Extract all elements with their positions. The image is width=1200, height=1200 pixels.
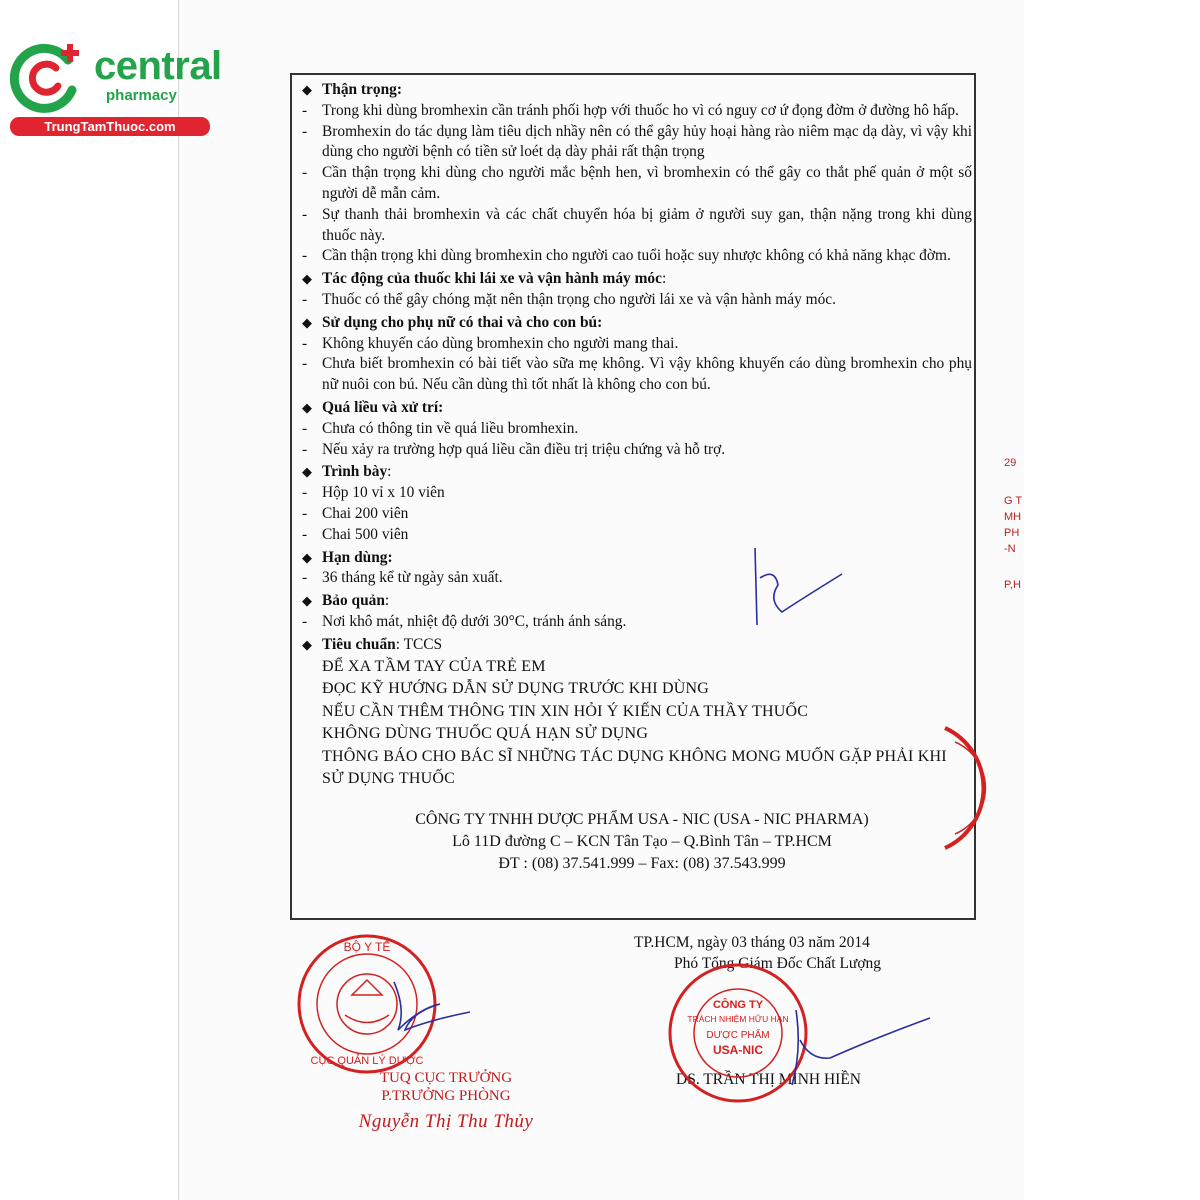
section-item-text: Thuốc có thể gây chóng mặt nên thận trọng cho người lái xe và vận hành máy móc. [322, 290, 836, 308]
section-item-text: Trong khi dùng bromhexin cần tránh phối hợp với thuốc ho vì có nguy cơ ứ đọng đờm ở đường hô hấp. [322, 101, 959, 119]
approval-role: Phó Tổng Giám Đốc Chất Lượng [674, 955, 882, 972]
section-item-text: Sự thanh thải bromhexin và các chất chuyển hóa bị giảm ở người suy gan, thận nặng trong khi dùng thuốc này. [322, 205, 972, 244]
director-signature-icon [792, 1010, 930, 1085]
approval-date: TP.HCM, ngày 03 tháng 03 năm 2014 [634, 934, 870, 951]
dash-bullet-icon: - [302, 164, 308, 182]
warning-line: NẾU CẦN THÊM THÔNG TIN XIN HỎI Ý KIẾN CỦA THẦY THUỐC [322, 702, 809, 720]
section-item-text: Chưa có thông tin về quá liều bromhexin. [322, 419, 579, 437]
section-item-text: Hộp 10 vỉ x 10 viên [322, 484, 445, 502]
section-item-text: Không khuyến cáo dùng bromhexin cho người mang thai. [322, 334, 679, 352]
dash-bullet-icon: - [302, 569, 308, 587]
section-title-text: Quá liều và xử trí: [322, 398, 444, 416]
bullet-diamond-icon: ◆ [302, 399, 312, 415]
svg-text:BỘ Y TẾ: BỘ Y TẾ [343, 940, 391, 954]
section-item-text: Nơi khô mát, nhiệt độ dưới 30°C, tránh ánh sáng. [322, 612, 627, 630]
section-item-text: 36 tháng kể từ ngày sản xuất. [322, 569, 503, 587]
section-title-text: Hạn dùng: [322, 548, 393, 566]
edge-mark: PH [1004, 527, 1020, 539]
dash-bullet-icon: - [302, 205, 308, 223]
dash-bullet-icon: - [302, 419, 308, 437]
edge-mark: -N [1004, 543, 1016, 555]
section-item-text: Cần thận trọng khi dùng cho người mắc bệnh hen, vì bromhexin có thể gây co thắt phế quản ở một số người dễ mẫn cảm. [322, 164, 972, 202]
company-phone: ĐT : (08) 37.541.999 – Fax: (08) 37.543.999 [498, 854, 786, 872]
bullet-diamond-icon: ◆ [302, 549, 312, 565]
ministry-stamp-icon [299, 936, 435, 1072]
company-stamp-text-1: CÔNG TY [712, 999, 764, 1011]
edge-stamp-icon [945, 728, 985, 848]
initial-signature-icon [755, 548, 842, 625]
bullet-diamond-icon: ◆ [302, 314, 312, 330]
dash-bullet-icon: - [302, 440, 308, 458]
company-stamp-text-3: DƯỢC PHẨM [706, 1030, 770, 1041]
edge-mark: MH [1004, 511, 1022, 523]
section-title-text: Sử dụng cho phụ nữ có thai và cho con bú: [322, 313, 603, 331]
company-name: CÔNG TY TNHH DƯỢC PHẨM USA - NIC (USA - NIC PHARMA) [415, 810, 869, 828]
dash-bullet-icon: - [302, 525, 308, 543]
dash-bullet-icon: - [302, 290, 308, 308]
warning-line: KHÔNG DÙNG THUỐC QUÁ HẠN SỬ DỤNG [322, 725, 649, 743]
section-item-text: Bromhexin do tác dụng làm tiêu dịch nhầy nên có thể gây hủy hoại hàng rào niêm mạc dạ dày, vì vậy khi dùng cho người bệnh có tiền sử loét dạ dày phải rất thận trọng [322, 122, 972, 161]
edge-mark: P,H [1004, 579, 1021, 591]
logo-brand-text: central [94, 44, 222, 88]
section-title-text: Bảo quản [322, 592, 385, 610]
section-item-text: Nếu xảy ra trường hợp quá liều cần điều trị triệu chứng và hỗ trợ. [322, 440, 726, 458]
dash-bullet-icon: - [302, 101, 308, 119]
section-title-text: Tác động của thuốc khi lái xe và vận hành máy móc [322, 270, 662, 288]
dash-bullet-icon: - [302, 355, 308, 373]
bullet-diamond-icon: ◆ [302, 593, 312, 609]
bullet-diamond-icon: ◆ [302, 82, 312, 97]
section-title-suffix: : [384, 592, 390, 610]
company-stamp-text-2: TRÁCH NHIỆM HỮU HẠN [687, 1014, 789, 1024]
section-title-text: Tiêu chuẩn [322, 635, 396, 653]
warning-line: ĐỌC KỸ HƯỚNG DẪN SỬ DỤNG TRƯỚC KHI DÙNG [322, 680, 709, 698]
approval-signer: DS. TRẦN THỊ MINH HIỀN [676, 1071, 861, 1088]
dash-bullet-icon: - [302, 504, 308, 522]
authority-line2: P.TRƯỞNG PHÒNG [381, 1088, 511, 1104]
warning-line: THÔNG BÁO CHO BÁC SĨ NHỮNG TÁC DỤNG KHÔNG MONG MUỐN GẶP PHẢI KHI SỬ DỤNG THUỐC [322, 747, 947, 788]
bullet-diamond-icon: ◆ [302, 636, 312, 652]
section-item-text: Chai 500 viên [322, 525, 409, 543]
dash-bullet-icon: - [302, 612, 308, 630]
bullet-diamond-icon: ◆ [302, 464, 312, 480]
dash-bullet-icon: - [302, 334, 308, 352]
logo-site-badge: TrungTamThuoc.com [10, 117, 210, 136]
logo-sub-text: pharmacy [106, 87, 177, 104]
section-title-text: Thận trọng: [322, 81, 402, 98]
company-stamp-icon [670, 965, 806, 1101]
section-title-suffix: : [661, 270, 667, 288]
dash-bullet-icon: - [302, 122, 308, 140]
warning-line: ĐỂ XA TẦM TAY CỦA TRẺ EM [322, 657, 546, 675]
section-item-text: Chai 200 viên [322, 504, 409, 522]
dash-bullet-icon: - [302, 247, 308, 265]
bullet-diamond-icon: ◆ [302, 271, 312, 287]
section-title-suffix: : TCCS [395, 635, 443, 653]
edge-mark: 29 [1004, 457, 1017, 469]
edge-mark: G T [1004, 495, 1023, 507]
section-title-suffix: : [387, 463, 392, 481]
authority-line1: TUQ CỤC TRƯỞNG [379, 1070, 513, 1086]
section-title-text: Trình bày [322, 463, 388, 481]
authority-signature: Nguyễn Thị Thu Thủy [358, 1111, 534, 1132]
dash-bullet-icon: - [302, 484, 308, 502]
company-stamp-text-4: USA-NIC [713, 1043, 763, 1057]
section-item-text: Cần thận trọng khi dùng bromhexin cho người cao tuổi hoặc suy nhược không có khả năng khạc đờm. [322, 247, 951, 265]
section-item-text: Chưa biết bromhexin có bài tiết vào sữa mẹ không. Vì vậy không khuyến cáo dùng bromhexin cho phụ nữ nuôi con bú. Nếu cần dùng thì tốt nhất là không cho con bú. [322, 355, 972, 394]
svg-text:CỤC QUẢN LÝ DƯỢC: CỤC QUẢN LÝ DƯỢC [310, 1055, 424, 1067]
company-address: Lô 11D đường C – KCN Tân Tạo – Q.Bình Tân – TP.HCM [452, 832, 832, 850]
